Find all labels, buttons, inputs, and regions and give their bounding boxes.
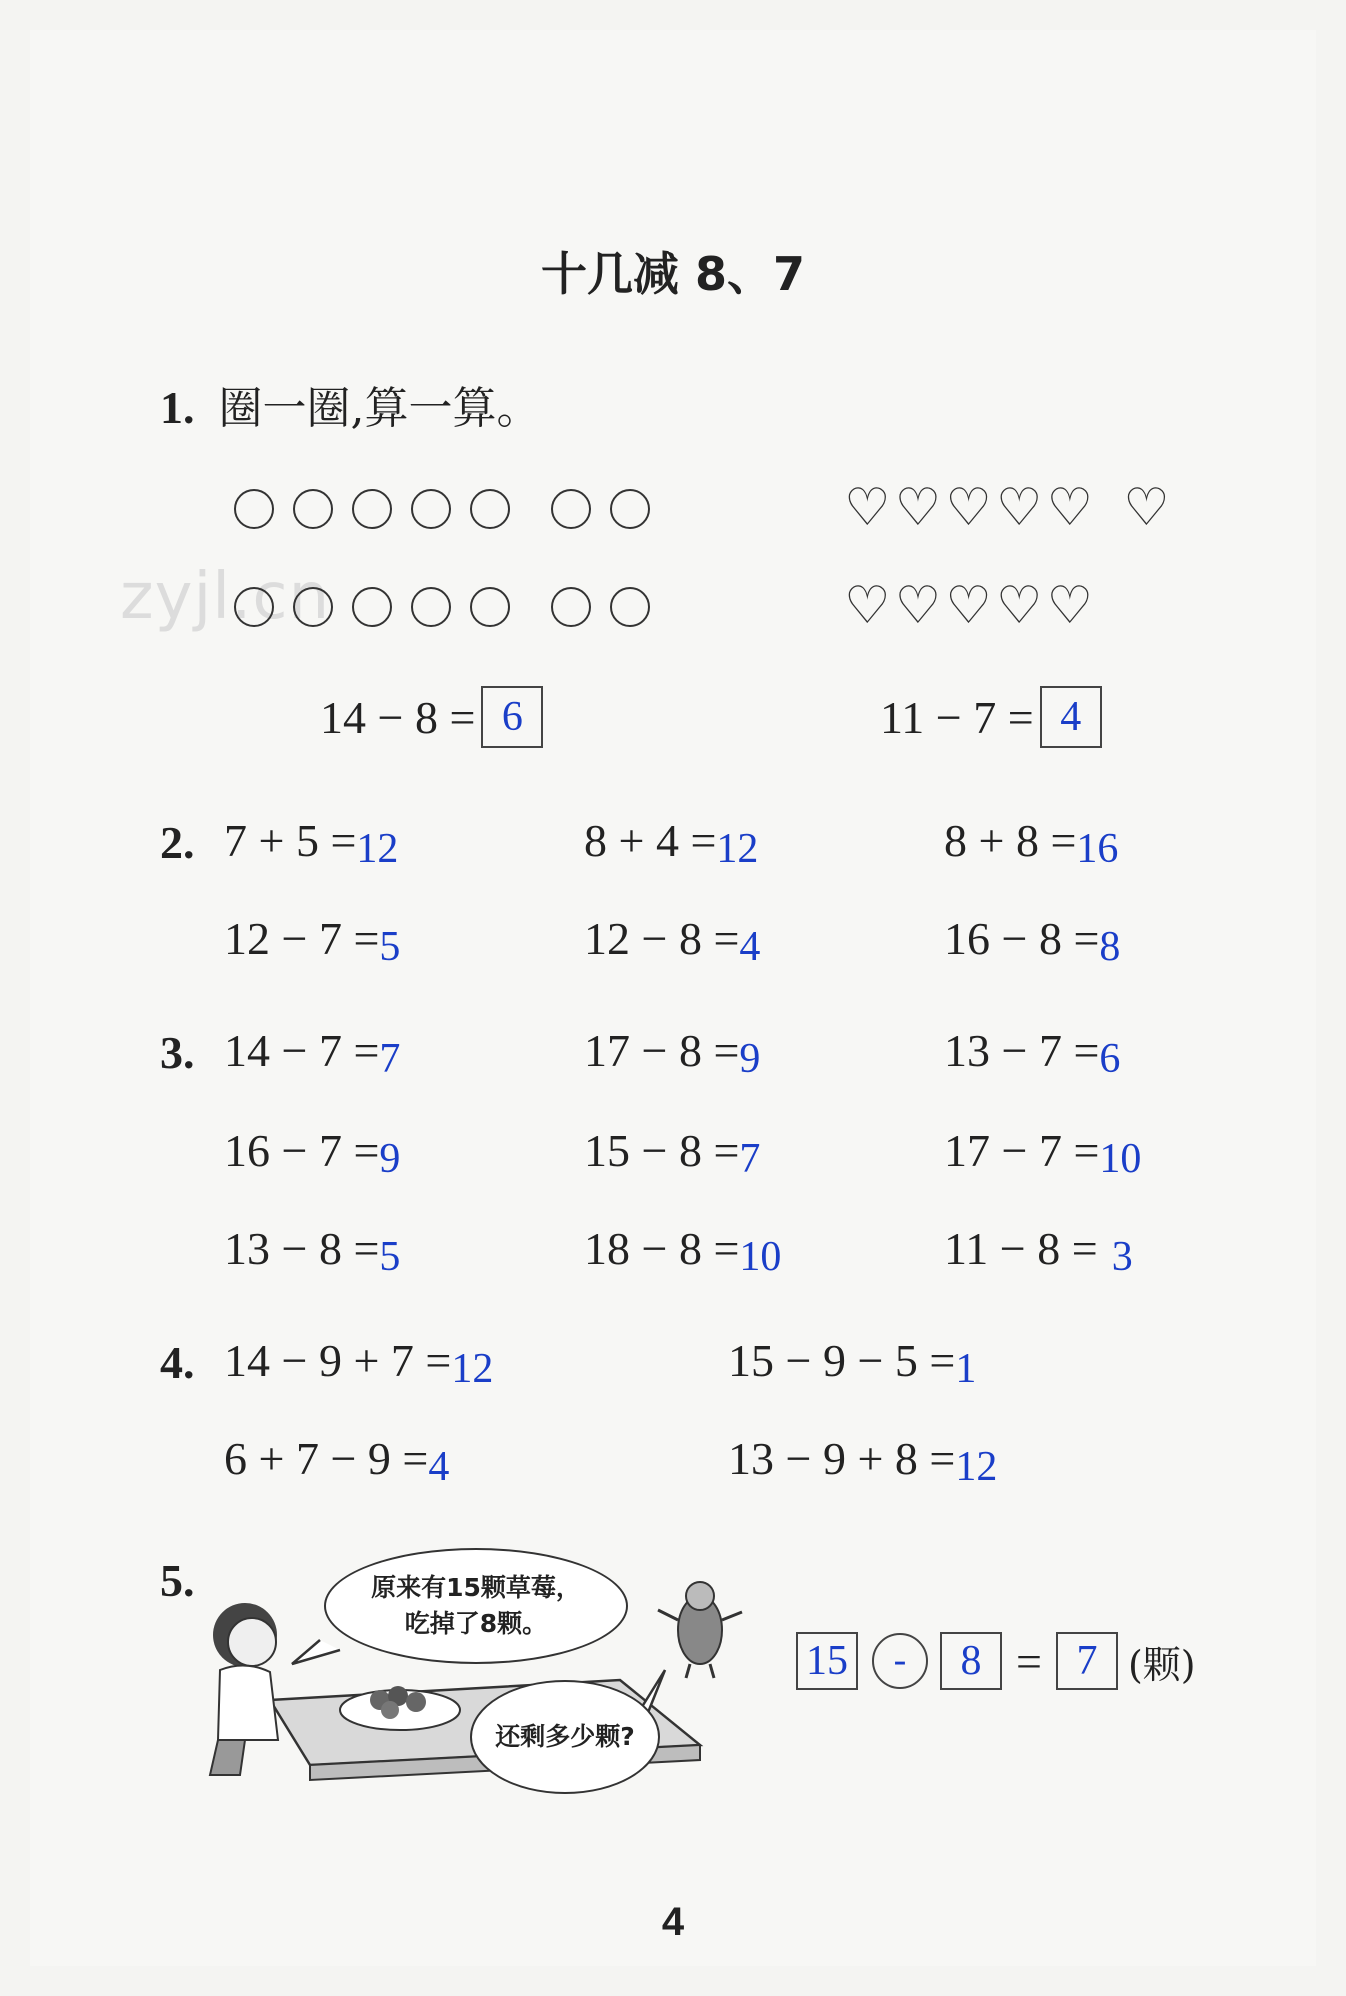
heart-icon: ♡ xyxy=(995,576,1043,636)
circle-shape xyxy=(411,587,451,627)
answer-text: 4 xyxy=(428,1444,450,1490)
circle-shape xyxy=(411,489,451,529)
q3-number: 3. xyxy=(160,1027,195,1078)
q3-item: 15 − 8 =7 xyxy=(584,1125,761,1182)
answer-text: 5 xyxy=(379,1234,401,1280)
q1-heart-row-1 xyxy=(844,478,1174,538)
q4-item: 6 + 7 − 9 =4 xyxy=(224,1433,450,1490)
answer-text: 10 xyxy=(739,1234,782,1280)
q5-equation xyxy=(796,1632,1196,1690)
equation-expression: 14 − 8 = xyxy=(320,691,476,743)
answer-text: 3 xyxy=(1111,1234,1133,1280)
q3-item: 13 − 8 =5 xyxy=(224,1223,401,1280)
heart-icon: ♡ xyxy=(844,478,891,538)
answer-text: 8 xyxy=(1099,924,1121,970)
answer-box[interactable]: 7 xyxy=(1056,1632,1118,1690)
answer-text: 5 xyxy=(379,924,401,970)
circle-shape xyxy=(293,587,333,627)
answer-text: 1 xyxy=(955,1346,977,1392)
q4-item: 15 − 9 − 5 =1 xyxy=(728,1335,977,1392)
answer-text: 16 xyxy=(1076,826,1119,872)
q1-circle-row-1 xyxy=(234,489,669,529)
strawberry-shape xyxy=(406,1692,426,1712)
q3-item: 11 − 8 = 3 xyxy=(944,1223,1133,1280)
q3-item: 14 − 7 =7 xyxy=(224,1025,401,1082)
operator-circle[interactable]: - xyxy=(872,1633,928,1689)
heart-icon: ♡ xyxy=(894,478,942,538)
q2-item: 16 − 8 =8 xyxy=(944,913,1121,970)
q1-heart-row-2 xyxy=(844,576,1097,636)
q4-item: 14 − 9 + 7 =12 xyxy=(224,1335,494,1392)
parrot-feet-shape xyxy=(686,1664,714,1678)
girl-leg-shape xyxy=(210,1740,245,1775)
circle-shape xyxy=(352,489,392,529)
q3-item: 17 − 7 =10 xyxy=(944,1125,1142,1182)
parrot-head-shape xyxy=(686,1582,714,1610)
answer-text: 12 xyxy=(451,1346,494,1392)
q3-item: 18 − 8 =10 xyxy=(584,1223,782,1280)
q4-item: 13 − 9 + 8 =12 xyxy=(728,1433,998,1490)
q1-circle-row-2 xyxy=(234,587,669,627)
answer-box[interactable]: 6 xyxy=(481,686,543,748)
heart-icon: ♡ xyxy=(1123,478,1170,538)
circle-shape xyxy=(610,587,650,627)
circle-shape xyxy=(470,587,510,627)
bubble-tail-shape xyxy=(292,1640,340,1664)
heart-icon: ♡ xyxy=(1046,478,1094,538)
answer-text: 12 xyxy=(955,1444,998,1490)
q2-item: 8 + 4 =12 xyxy=(584,815,759,872)
answer-text: 12 xyxy=(356,826,399,872)
answer-box[interactable]: 15 xyxy=(796,1632,858,1690)
q2-item: 12 − 7 =5 xyxy=(224,913,401,970)
strawberry-shape xyxy=(381,1701,399,1719)
answer-text: 9 xyxy=(379,1136,401,1182)
equals-sign: = xyxy=(1016,1635,1042,1687)
heart-icon: ♡ xyxy=(995,478,1043,538)
q5-number: 5. xyxy=(160,1555,195,1606)
speech-bubble-girl: 原来有15颗草莓， 吃掉了8颗。 xyxy=(324,1548,628,1664)
q3-item: 13 − 7 =6 xyxy=(944,1025,1121,1082)
speech-bubble-parrot: 还剩多少颗? xyxy=(470,1680,660,1794)
answer-text: 4 xyxy=(739,924,761,970)
q2-item: 8 + 8 =16 xyxy=(944,815,1119,872)
page-number: 4 xyxy=(661,1900,685,1944)
answer-text: 6 xyxy=(1099,1036,1121,1082)
q1-equation-left xyxy=(320,686,543,748)
heart-icon: ♡ xyxy=(1046,576,1094,636)
answer-box[interactable]: 4 xyxy=(1040,686,1102,748)
circle-shape xyxy=(551,489,591,529)
answer-text: 9 xyxy=(739,1036,761,1082)
circle-shape xyxy=(610,489,650,529)
girl-body-shape xyxy=(218,1665,278,1740)
heart-icon: ♡ xyxy=(844,576,891,636)
circle-shape xyxy=(293,489,333,529)
q2-item: 12 − 8 =4 xyxy=(584,913,761,970)
q1-number: 1. xyxy=(160,382,195,433)
q2-number: 2. xyxy=(160,817,195,868)
answer-text: 7 xyxy=(739,1136,761,1182)
q1-header xyxy=(160,372,541,436)
unit-label: (颗) xyxy=(1127,1642,1196,1687)
circle-shape xyxy=(352,587,392,627)
answer-box[interactable]: 8 xyxy=(940,1632,1002,1690)
watermark: zyjl.cn xyxy=(120,560,331,634)
q1-equation-right xyxy=(880,686,1102,748)
q3-item: 17 − 8 =9 xyxy=(584,1025,761,1082)
answer-text: 12 xyxy=(716,826,759,872)
q3-item: 16 − 7 =9 xyxy=(224,1125,401,1182)
circle-shape xyxy=(470,489,510,529)
heart-icon: ♡ xyxy=(945,478,992,538)
heart-icon: ♡ xyxy=(894,576,942,636)
circle-shape xyxy=(234,587,274,627)
circle-shape xyxy=(234,489,274,529)
page-title: 十几减 8、7 xyxy=(540,247,806,301)
q2-item: 7 + 5 =12 xyxy=(224,815,399,872)
girl-face-shape xyxy=(228,1618,276,1666)
heart-icon: ♡ xyxy=(945,576,992,636)
equation-expression: 11 − 7 = xyxy=(880,691,1034,743)
q4-number: 4. xyxy=(160,1337,195,1388)
answer-text: 7 xyxy=(379,1036,401,1082)
q1-instruction: 圈一圈,算一算。 xyxy=(218,383,541,434)
circle-shape xyxy=(551,587,591,627)
answer-text: 10 xyxy=(1099,1136,1142,1182)
